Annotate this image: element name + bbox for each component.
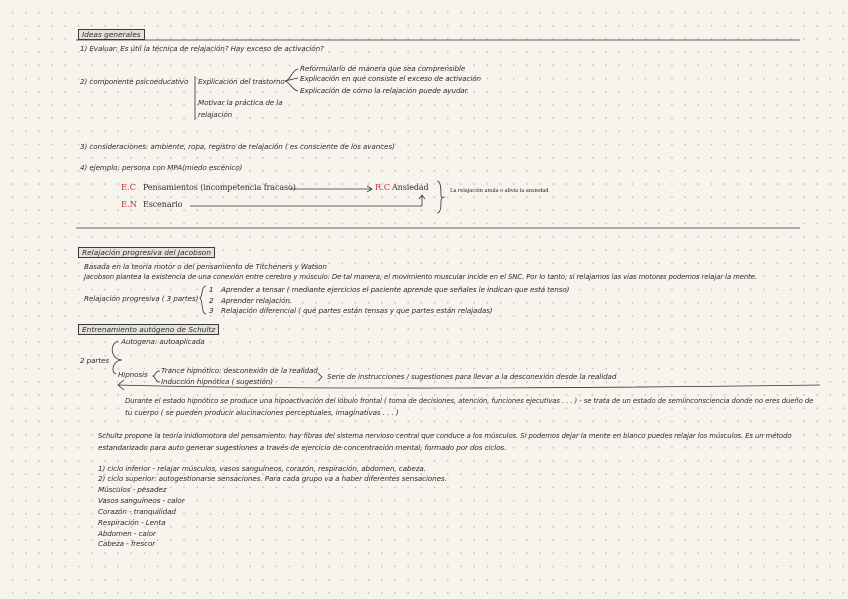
ec-label: E.C — [121, 182, 136, 192]
ansiedad-text: Ansiedad — [392, 183, 429, 192]
explicacion-item-3: Explicación de cómo la relajación puede ayudar. — [300, 86, 470, 95]
ec-text: Pensamientos (incompetencia fracaso) — [143, 183, 296, 192]
explicacion-trastorno: Explicación del trastorno — [198, 77, 285, 86]
relajacion-note: La relajación anula o alivia la ansiedad — [450, 188, 549, 194]
jacobson-line-2: Jacobson plantea la existencia de una conexión entre cerebro y músculo. De tal manera, el movimiento muscular incide en el SNC. Por lo tanto, si relajamos las vías motoras podemos relajar la mente. — [84, 273, 758, 281]
ciclo-superior: 2) ciclo superior: autogestionarse sensaciones. Para cada grupo va a haber diferentes sensaciones. — [98, 474, 447, 483]
hipnotico-line-1: Durante el estado hipnótico se produce una hipoactivación del lóbulo frontal ( toma de decisiones, atención, funciones ejecutivas . . . ) - se trata de un estado de semiinconsciencia donde no eres dueño de — [125, 397, 814, 405]
section-title-schultz: Entrenamiento autógeno de Schultz — [78, 324, 219, 335]
sensacion-item: Cabeza - frescor — [98, 539, 156, 548]
sensacion-item: Respiración - Lenta — [98, 518, 166, 527]
step-1-number: 1 — [209, 285, 214, 294]
ideas-line-1: 1) Evaluar: Es útil la técnica de relajación? Hay exceso de activación? — [80, 44, 324, 53]
jacobson-line-1: Basada en la teoría motor o del pensamiento de Titcheners y Watson — [84, 262, 327, 271]
motivar-line-1: Motivar la práctica de la — [198, 98, 283, 107]
explicacion-item-2: Explicación en qué consiste el exceso de activación — [300, 74, 481, 83]
ideas-line-2: 2) componente psicoeducativo — [80, 77, 189, 86]
section-title-jacobson: Relajación progresiva del Jacobson — [78, 247, 215, 258]
sensacion-item: Corazón - tranquilidad — [98, 507, 176, 516]
en-text: Escenario — [143, 200, 183, 209]
trance-text: Trance hipnótico: desconexión de la realidad — [161, 366, 318, 375]
step-2-number: 2 — [209, 296, 214, 305]
sensacion-item: Músculos - pesadez — [98, 485, 167, 494]
progresiva-label: Relajación progresiva ( 3 partes) — [84, 294, 199, 303]
step-1-text: Aprender a tensar ( mediante ejercicios el paciente aprende que señales le indican que está tenso) — [221, 285, 570, 294]
en-label: E.N — [121, 199, 137, 209]
section-title-ideas-generales: Ideas generales — [78, 29, 145, 40]
hipnotico-line-2: tu cuerpo ( se pueden producir alucinaciones perceptuales, imaginativas . . . ) — [125, 408, 399, 417]
ciclo-inferior: 1) ciclo inferior - relajar músculos, vasos sanguíneos, corazón, respiración, abdomen, cabeza. — [98, 464, 426, 473]
schultz-par-1: Schultz propone la teoría inidiomotora del pensamiento: hay fibras del sistema nervioso central que conduce a los músculos. Si podemos dejar la mente en blanco puedes relajar los músculos. Es un método — [98, 432, 792, 440]
step-2-text: Aprender relajación. — [221, 296, 293, 305]
schultz-par-2: estandarizado para auto generar sugestiones a través de ejercicio de concentración mental, formado por dos ciclos. — [98, 443, 507, 452]
sensacion-item: Vasos sanguíneos - calor — [98, 496, 185, 505]
explicacion-item-1: Reformularlo de manera que sea comprensible — [300, 64, 466, 73]
step-3-text: Relajación diferencial ( qué partes están tensas y que partes están relajadas) — [221, 306, 493, 315]
motivar-line-2: relajación — [198, 110, 233, 119]
serie-text: Serie de instrucciones / sugestiones para llevar a la desconexión desde la realidad — [327, 372, 617, 381]
rc-label: R.C — [375, 182, 391, 192]
hipnosis-label: Hipnosis — [118, 370, 148, 379]
induccion-text: Inducción hipnótica ( sugestión) — [161, 377, 273, 386]
sensacion-item: Abdomen - calor — [98, 529, 156, 538]
ideas-line-4: 4) ejemplo: persona con MPA(miedo escénico) — [80, 163, 243, 172]
ideas-line-3: 3) consideraciones: ambiente, ropa, registro de relajación ( es consciente de los avances) — [80, 142, 395, 151]
autogena-text: Autogena: autoaplicada — [121, 337, 205, 346]
step-3-number: 3 — [209, 306, 214, 315]
dos-partes-label: 2 partes — [80, 356, 109, 365]
